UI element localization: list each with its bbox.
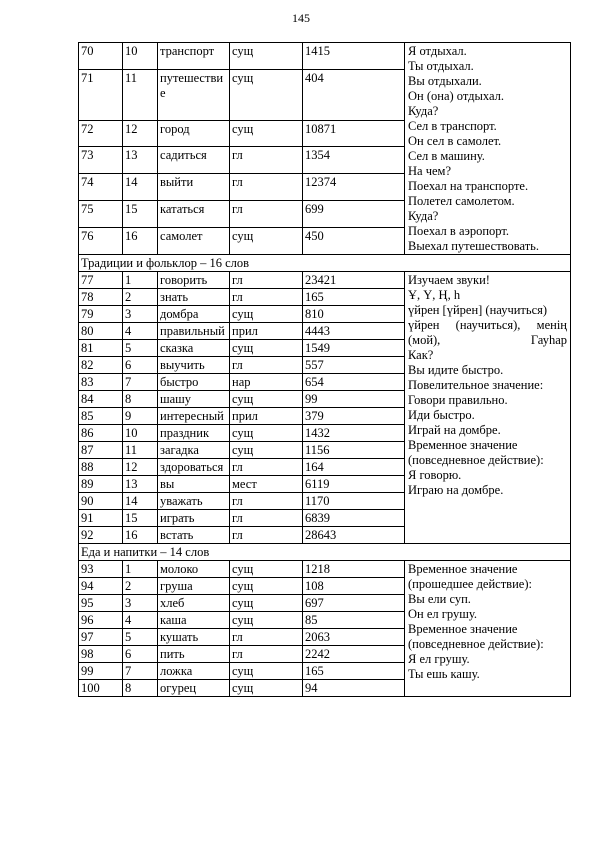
part-of-speech-cell: сущ xyxy=(230,578,303,595)
part-of-speech-cell: гл xyxy=(230,357,303,374)
row-number-cell: 14 xyxy=(123,493,158,510)
frequency-cell: 165 xyxy=(303,663,405,680)
page-number: 145 xyxy=(292,11,310,25)
frequency-cell: 12374 xyxy=(303,174,405,201)
note-line: Поехал в аэропорт. xyxy=(408,224,510,238)
section-title: Традиции и фольклор – 16 слов xyxy=(79,255,571,272)
word-cell: ложка xyxy=(158,663,230,680)
section-title: Еда и напитки – 14 слов xyxy=(79,544,571,561)
vocabulary-table xyxy=(78,42,571,697)
frequency-cell: 10871 xyxy=(303,120,405,147)
row-id-cell: 71 xyxy=(79,69,123,120)
note-line: Как? xyxy=(408,348,434,362)
row-id-cell: 91 xyxy=(79,510,123,527)
row-id-cell: 76 xyxy=(79,228,123,255)
frequency-cell: 1415 xyxy=(303,43,405,70)
word-cell: садиться xyxy=(158,147,230,174)
row-id-cell: 94 xyxy=(79,578,123,595)
frequency-cell: 6119 xyxy=(303,476,405,493)
note-line: үйрен (научиться), менің (мой), Гауһар xyxy=(408,318,567,347)
frequency-cell: 165 xyxy=(303,289,405,306)
row-number-cell: 6 xyxy=(123,646,158,663)
frequency-cell: 28643 xyxy=(303,527,405,544)
frequency-cell: 1549 xyxy=(303,340,405,357)
word-cell: знать xyxy=(158,289,230,306)
row-number-cell: 11 xyxy=(123,69,158,120)
note-line: Сел в транспорт. xyxy=(408,119,497,133)
word-cell: каша xyxy=(158,612,230,629)
word-cell: огурец xyxy=(158,680,230,697)
word-cell: самолет xyxy=(158,228,230,255)
row-number-cell: 4 xyxy=(123,612,158,629)
part-of-speech-cell: сущ xyxy=(230,340,303,357)
note-line: Ты отдыхал. xyxy=(408,59,474,73)
row-id-cell: 74 xyxy=(79,174,123,201)
row-id-cell: 79 xyxy=(79,306,123,323)
part-of-speech-cell: сущ xyxy=(230,663,303,680)
row-number-cell: 13 xyxy=(123,147,158,174)
row-id-cell: 80 xyxy=(79,323,123,340)
row-number-cell: 3 xyxy=(123,306,158,323)
row-id-cell: 73 xyxy=(79,147,123,174)
row-number-cell: 11 xyxy=(123,442,158,459)
row-number-cell: 4 xyxy=(123,323,158,340)
section-header-row xyxy=(79,255,571,272)
part-of-speech-cell: сущ xyxy=(230,228,303,255)
part-of-speech-cell: сущ xyxy=(230,680,303,697)
note-line: Вы отдыхали. xyxy=(408,74,482,88)
notes-cell xyxy=(405,272,571,544)
word-cell: город xyxy=(158,120,230,147)
table-row xyxy=(79,272,571,289)
row-number-cell: 2 xyxy=(123,578,158,595)
note-line: (прошедшее действие): xyxy=(408,577,532,591)
note-line: (повседневное действие): xyxy=(408,637,544,651)
row-number-cell: 9 xyxy=(123,408,158,425)
row-id-cell: 87 xyxy=(79,442,123,459)
row-number-cell: 7 xyxy=(123,663,158,680)
note-line: үйрен [үйрен] (научиться) xyxy=(408,303,548,317)
part-of-speech-cell: сущ xyxy=(230,120,303,147)
row-id-cell: 100 xyxy=(79,680,123,697)
row-number-cell: 7 xyxy=(123,374,158,391)
part-of-speech-cell: гл xyxy=(230,629,303,646)
row-id-cell: 85 xyxy=(79,408,123,425)
part-of-speech-cell: сущ xyxy=(230,595,303,612)
row-id-cell: 97 xyxy=(79,629,123,646)
note-line: Он сел в самолет. xyxy=(408,134,502,148)
word-cell: транспорт xyxy=(158,43,230,70)
note-line: Он (она) отдыхал. xyxy=(408,89,505,103)
word-cell: здороваться xyxy=(158,459,230,476)
note-line: Временное значение xyxy=(408,562,518,576)
part-of-speech-cell: гл xyxy=(230,646,303,663)
note-line: Куда? xyxy=(408,104,439,118)
frequency-cell: 108 xyxy=(303,578,405,595)
part-of-speech-cell: сущ xyxy=(230,391,303,408)
word-cell: выйти xyxy=(158,174,230,201)
frequency-cell: 450 xyxy=(303,228,405,255)
row-number-cell: 10 xyxy=(123,43,158,70)
note-line: Полетел самолетом. xyxy=(408,194,515,208)
frequency-cell: 1218 xyxy=(303,561,405,578)
part-of-speech-cell: сущ xyxy=(230,69,303,120)
word-cell: правильный xyxy=(158,323,230,340)
row-number-cell: 16 xyxy=(123,527,158,544)
note-line: Я отдыхал. xyxy=(408,44,467,58)
frequency-cell: 699 xyxy=(303,201,405,228)
word-cell: быстро xyxy=(158,374,230,391)
part-of-speech-cell: гл xyxy=(230,510,303,527)
row-number-cell: 1 xyxy=(123,561,158,578)
row-number-cell: 5 xyxy=(123,629,158,646)
word-cell: вы xyxy=(158,476,230,493)
note-line: Повелительное значение: xyxy=(408,378,544,392)
part-of-speech-cell: гл xyxy=(230,493,303,510)
note-line: Вы идите быстро. xyxy=(408,363,504,377)
note-line: Сел в машину. xyxy=(408,149,485,163)
note-line: Изучаем звуки! xyxy=(408,273,490,287)
note-line: Временное значение xyxy=(408,438,518,452)
frequency-cell: 6839 xyxy=(303,510,405,527)
frequency-cell: 2063 xyxy=(303,629,405,646)
note-line: Куда? xyxy=(408,209,439,223)
notes-cell xyxy=(405,561,571,697)
frequency-cell: 379 xyxy=(303,408,405,425)
row-number-cell: 6 xyxy=(123,357,158,374)
word-cell: путешествие xyxy=(158,69,230,120)
notes-cell xyxy=(405,43,571,255)
row-id-cell: 96 xyxy=(79,612,123,629)
frequency-cell: 1432 xyxy=(303,425,405,442)
part-of-speech-cell: гл xyxy=(230,272,303,289)
frequency-cell: 23421 xyxy=(303,272,405,289)
row-id-cell: 84 xyxy=(79,391,123,408)
word-cell: молоко xyxy=(158,561,230,578)
row-number-cell: 13 xyxy=(123,476,158,493)
part-of-speech-cell: мест xyxy=(230,476,303,493)
note-line: Ұ, Ү, Ң, һ xyxy=(408,288,461,302)
row-number-cell: 12 xyxy=(123,459,158,476)
frequency-cell: 85 xyxy=(303,612,405,629)
table-row xyxy=(79,561,571,578)
frequency-cell: 1170 xyxy=(303,493,405,510)
part-of-speech-cell: сущ xyxy=(230,561,303,578)
row-number-cell: 14 xyxy=(123,174,158,201)
part-of-speech-cell: сущ xyxy=(230,306,303,323)
part-of-speech-cell: гл xyxy=(230,174,303,201)
row-number-cell: 15 xyxy=(123,201,158,228)
frequency-cell: 557 xyxy=(303,357,405,374)
row-number-cell: 8 xyxy=(123,391,158,408)
note-line: Иди быстро. xyxy=(408,408,475,422)
word-cell: кататься xyxy=(158,201,230,228)
word-cell: пить xyxy=(158,646,230,663)
word-cell: сказка xyxy=(158,340,230,357)
table-row xyxy=(79,43,571,70)
row-id-cell: 77 xyxy=(79,272,123,289)
row-id-cell: 78 xyxy=(79,289,123,306)
row-number-cell: 12 xyxy=(123,120,158,147)
frequency-cell: 654 xyxy=(303,374,405,391)
row-id-cell: 86 xyxy=(79,425,123,442)
frequency-cell: 1156 xyxy=(303,442,405,459)
part-of-speech-cell: гл xyxy=(230,527,303,544)
note-line: Поехал на транспорте. xyxy=(408,179,529,193)
note-line: Выехал путешествовать. xyxy=(408,239,539,253)
row-number-cell: 15 xyxy=(123,510,158,527)
part-of-speech-cell: сущ xyxy=(230,43,303,70)
part-of-speech-cell: сущ xyxy=(230,612,303,629)
row-number-cell: 10 xyxy=(123,425,158,442)
row-id-cell: 90 xyxy=(79,493,123,510)
row-id-cell: 72 xyxy=(79,120,123,147)
row-number-cell: 1 xyxy=(123,272,158,289)
note-line: Ты ешь кашу. xyxy=(408,667,480,681)
note-line: Играй на домбре. xyxy=(408,423,501,437)
part-of-speech-cell: сущ xyxy=(230,442,303,459)
row-number-cell: 8 xyxy=(123,680,158,697)
row-id-cell: 89 xyxy=(79,476,123,493)
word-cell: хлеб xyxy=(158,595,230,612)
word-cell: шашу xyxy=(158,391,230,408)
note-line: Играю на домбре. xyxy=(408,483,504,497)
part-of-speech-cell: прил xyxy=(230,408,303,425)
row-id-cell: 83 xyxy=(79,374,123,391)
word-cell: праздник xyxy=(158,425,230,442)
part-of-speech-cell: нар xyxy=(230,374,303,391)
word-cell: выучить xyxy=(158,357,230,374)
word-cell: интересный xyxy=(158,408,230,425)
frequency-cell: 4443 xyxy=(303,323,405,340)
note-line: Временное значение xyxy=(408,622,518,636)
row-id-cell: 88 xyxy=(79,459,123,476)
part-of-speech-cell: гл xyxy=(230,459,303,476)
frequency-cell: 99 xyxy=(303,391,405,408)
word-cell: груша xyxy=(158,578,230,595)
part-of-speech-cell: гл xyxy=(230,289,303,306)
row-number-cell: 16 xyxy=(123,228,158,255)
frequency-cell: 94 xyxy=(303,680,405,697)
word-cell: кушать xyxy=(158,629,230,646)
row-number-cell: 2 xyxy=(123,289,158,306)
frequency-cell: 697 xyxy=(303,595,405,612)
frequency-cell: 1354 xyxy=(303,147,405,174)
row-id-cell: 81 xyxy=(79,340,123,357)
row-id-cell: 98 xyxy=(79,646,123,663)
row-id-cell: 95 xyxy=(79,595,123,612)
row-id-cell: 75 xyxy=(79,201,123,228)
row-id-cell: 70 xyxy=(79,43,123,70)
row-number-cell: 5 xyxy=(123,340,158,357)
part-of-speech-cell: гл xyxy=(230,147,303,174)
note-line: Он ел грушу. xyxy=(408,607,477,621)
row-id-cell: 92 xyxy=(79,527,123,544)
part-of-speech-cell: сущ xyxy=(230,425,303,442)
note-line: На чем? xyxy=(408,164,451,178)
word-cell: говорить xyxy=(158,272,230,289)
word-cell: уважать xyxy=(158,493,230,510)
part-of-speech-cell: прил xyxy=(230,323,303,340)
frequency-cell: 404 xyxy=(303,69,405,120)
row-id-cell: 93 xyxy=(79,561,123,578)
frequency-cell: 810 xyxy=(303,306,405,323)
note-line: Я говорю. xyxy=(408,468,462,482)
word-cell: домбра xyxy=(158,306,230,323)
word-cell: встать xyxy=(158,527,230,544)
note-line: Вы ели суп. xyxy=(408,592,471,606)
note-line: (повседневное действие): xyxy=(408,453,544,467)
part-of-speech-cell: гл xyxy=(230,201,303,228)
section-header-row xyxy=(79,544,571,561)
note-line: Говори правильно. xyxy=(408,393,508,407)
row-number-cell: 3 xyxy=(123,595,158,612)
row-id-cell: 99 xyxy=(79,663,123,680)
row-id-cell: 82 xyxy=(79,357,123,374)
note-line: Я ел грушу. xyxy=(408,652,470,666)
word-cell: загадка xyxy=(158,442,230,459)
word-cell: играть xyxy=(158,510,230,527)
frequency-cell: 164 xyxy=(303,459,405,476)
frequency-cell: 2242 xyxy=(303,646,405,663)
